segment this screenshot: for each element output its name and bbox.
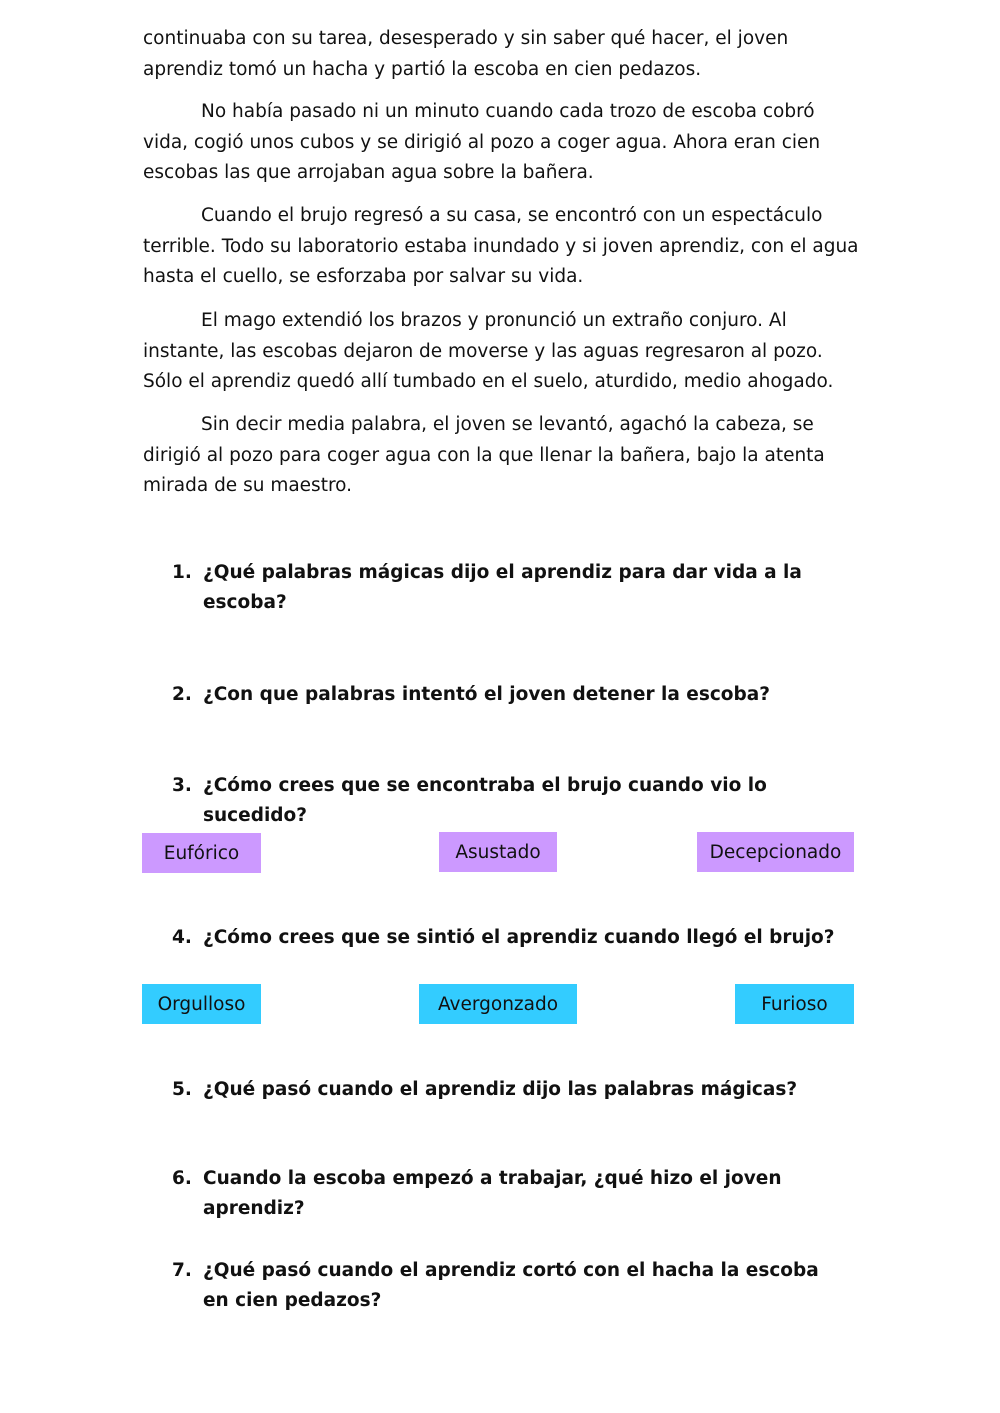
question-text: ¿Con que palabras intentó el joven detener la escoba? [203, 684, 770, 705]
question-text: ¿Cómo crees que se encontraba el brujo cuando vio lo sucedido? [203, 775, 767, 826]
question-text: Cuando la escoba empezó a trabajar, ¿qué hizo el joven aprendiz? [203, 1168, 782, 1219]
question-6 [172, 1164, 862, 1223]
question-5 [172, 1075, 862, 1105]
question-7 [172, 1256, 862, 1315]
option-asustado-button[interactable]: Asustado [439, 832, 557, 872]
question-2 [172, 680, 862, 710]
question-number: 1. [172, 562, 192, 583]
question-text: ¿Qué palabras mágicas dijo el aprendiz para dar vida a la escoba? [203, 562, 802, 613]
story-paragraph-2: No había pasado ni un minuto cuando cada trozo de escoba cobró vida, cogió unos cubos y se dirigió al pozo a coger agua. Ahora eran cien escobas las que arrojaban agua sobre la bañera. [143, 101, 821, 183]
story-paragraph-4: El mago extendió los brazos y pronunció un extraño conjuro. Al instante, las escobas dejaron de moverse y las aguas regresaron al pozo. Sólo el aprendiz quedó allí tumbado en el suelo, aturdido, medio ahogado. [143, 310, 834, 392]
question-number: 6. [172, 1168, 192, 1189]
story-paragraph-1: continuaba con su tarea, desesperado y sin saber qué hacer, el joven aprendiz tomó un hacha y partió la escoba en cien pedazos. [143, 28, 789, 80]
question-text: ¿Qué pasó cuando el aprendiz dijo las palabras mágicas? [203, 1079, 798, 1100]
question-number: 3. [172, 775, 192, 796]
question-text: ¿Cómo crees que se sintió el aprendiz cuando llegó el brujo? [203, 927, 835, 948]
story-paragraph-3: Cuando el brujo regresó a su casa, se encontró con un espectáculo terrible. Todo su laboratorio estaba inundado y si joven aprendiz, con el agua hasta el cuello, se esforzaba por salvar su vida. [143, 205, 859, 287]
question-3 [172, 771, 862, 830]
option-avergonzado-button[interactable]: Avergonzado [419, 984, 577, 1024]
option-orgulloso-button[interactable]: Orgulloso [142, 984, 261, 1024]
option-furioso-button[interactable]: Furioso [735, 984, 854, 1024]
question-number: 5. [172, 1079, 192, 1100]
option-euforico-button[interactable]: Eufórico [142, 833, 261, 873]
question-number: 4. [172, 927, 192, 948]
story-paragraph-5: Sin decir media palabra, el joven se levantó, agachó la cabeza, se dirigió al pozo para coger agua con la que llenar la bañera, bajo la atenta mirada de su maestro. [143, 414, 825, 496]
question-number: 2. [172, 684, 192, 705]
question-number: 7. [172, 1260, 192, 1281]
question-text: ¿Qué pasó cuando el aprendiz cortó con el hacha la escoba en cien pedazos? [203, 1260, 819, 1311]
question-4 [172, 923, 862, 953]
question-1 [172, 558, 862, 617]
option-decepcionado-button[interactable]: Decepcionado [697, 832, 854, 872]
